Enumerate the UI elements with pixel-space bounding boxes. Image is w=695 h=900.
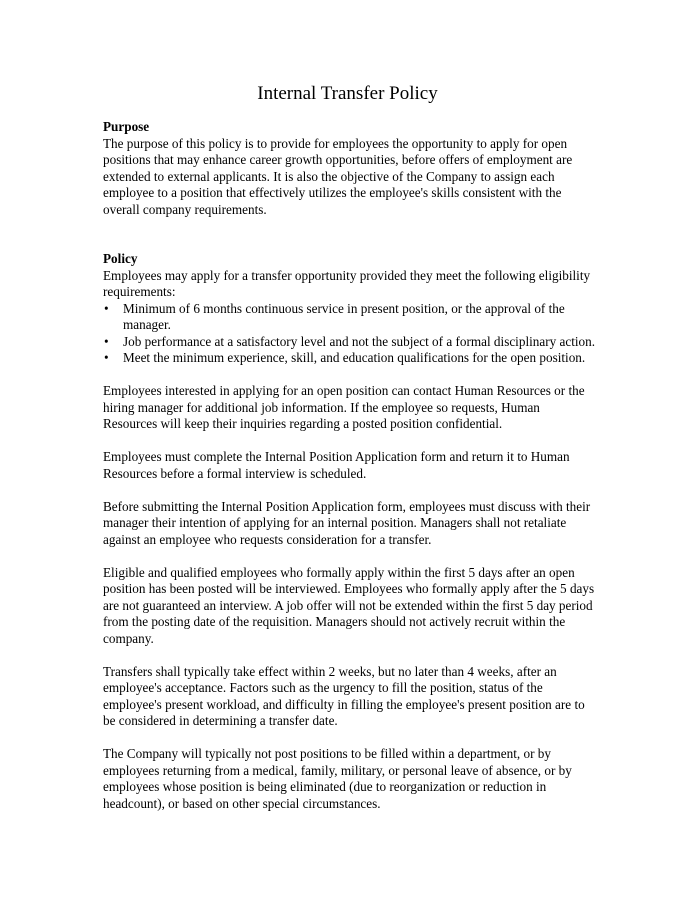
manager-discussion-paragraph: Before submitting the Internal Position Application form, employees must discuss with their manager their intention of applying for an internal position. Managers shall not retaliate against an employee who requests consideration for a transfer. [103, 498, 591, 547]
purpose-section [103, 119, 595, 218]
contact-hr-paragraph: Employees interested in applying for an open position can contact Human Resources or the hiring manager for additional job information. If the employee so requests, Human Resources will keep their inquiries regarding a posted position confidential. [103, 383, 585, 431]
document-title: Internal Transfer Policy [257, 83, 438, 104]
posting-exceptions-paragraph: The Company will typically not post positions to be filled within a department, or by employees returning from a medical, family, military, or personal leave of absence, or by employees whose position is being eliminated (due to reorganization or reduction in headcount), or based on other special circumstances. [103, 746, 572, 811]
policy-intro-paragraph: Employees may apply for a transfer opportunity provided they meet the following eligibility requirements: [103, 267, 591, 299]
requirement-text: Meet the minimum experience, skill, and education qualifications for the open position. [123, 350, 586, 365]
purpose-heading: Purpose [103, 119, 150, 134]
transfer-timing-paragraph: Transfers shall typically take effect within 2 weeks, but no later than 4 weeks, after an employee's acceptance. Factors such as the urgency to fill the position, status of the employee's present workload, and difficulty in filling the employee's present position are to be considered in determining a transfer date. [103, 663, 585, 728]
document-body [103, 119, 595, 812]
eligibility-requirements-list [103, 301, 595, 367]
bullet-icon: • [104, 333, 109, 349]
interview-eligibility-paragraph: Eligible and qualified employees who formally apply within the first 5 days after an open position has been posted will be interviewed. Employees who formally apply after the 5 days are not guaranteed an interview. A job offer will not be extended within the first 5 day period from the posting date of the requisition. Managers should not actively recruit within the company. [103, 564, 595, 646]
policy-section [103, 251, 595, 812]
purpose-paragraph: The purpose of this policy is to provide for employees the opportunity to apply for open positions that may enhance career growth opportunities, before offers of employment are extended to external applicants. It is also the objective of the Company to assign each employee to a position that effectively utilizes the employee's skills consistent with the overall company requirements. [103, 135, 573, 217]
list-item [103, 334, 595, 351]
list-item [103, 350, 595, 367]
policy-heading: Policy [103, 251, 138, 266]
bullet-icon: • [104, 300, 109, 316]
requirement-text: Job performance at a satisfactory level and not the subject of a formal disciplinary action. [123, 333, 596, 349]
section-spacer [103, 235, 595, 252]
application-form-paragraph: Employees must complete the Internal Position Application form and return it to Human Resources before a formal interview is scheduled. [103, 449, 570, 481]
requirement-text: Minimum of 6 months continuous service in present position, or the approval of the manager. [123, 300, 565, 332]
bullet-icon: • [104, 350, 109, 365]
list-item [103, 301, 595, 334]
